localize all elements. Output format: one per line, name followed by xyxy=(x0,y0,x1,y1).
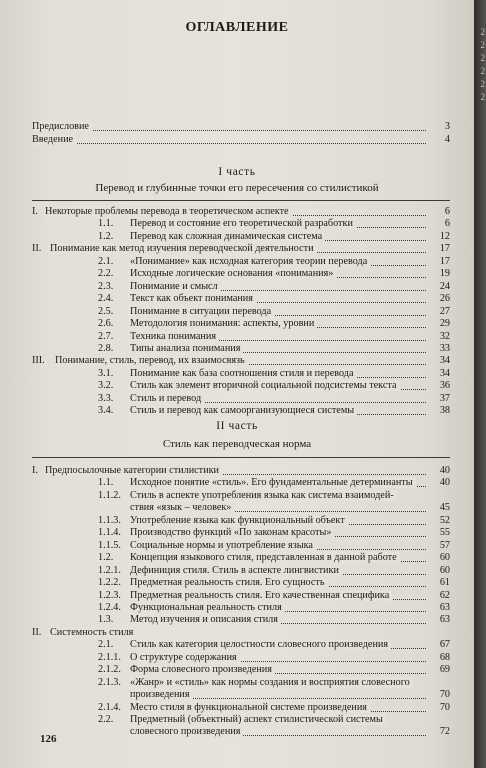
toc-entry-number: 2.1.4. xyxy=(98,701,121,713)
part-title: Перевод и глубинные точки его пересечения со стилистикой xyxy=(95,182,379,194)
toc-entry-label: «Жанр» и «стиль» как нормы создания и восприятия словесного xyxy=(130,677,413,688)
toc-entry-page: 6 xyxy=(444,206,450,217)
toc-entry-label: Стиль и перевод как самоорганизующиеся системы xyxy=(130,405,357,416)
toc-entry-page: 63 xyxy=(439,601,450,613)
toc-entry-page: 57 xyxy=(439,539,450,551)
toc-entry[interactable] xyxy=(32,318,450,330)
toc-entry-label: Производство функций «По законам красоты» xyxy=(130,527,334,538)
part-title: Стиль как переводческая норма xyxy=(162,438,312,450)
toc-entry[interactable] xyxy=(32,702,450,714)
toc-entry-number: 3.3. xyxy=(98,392,114,404)
toc-entry-label: Предметная реальность стиля. Его сущность xyxy=(130,577,328,588)
toc-entry-number: 1.1. xyxy=(98,477,114,489)
toc-entry[interactable] xyxy=(32,206,450,218)
toc-entry[interactable] xyxy=(32,268,450,280)
toc-entry-number: I. xyxy=(32,465,38,476)
toc-entry-number: II. xyxy=(32,243,42,255)
toc-entry[interactable] xyxy=(32,502,450,514)
toc-entry-label: Понимание как метод изучения переводческой деятельности xyxy=(50,243,317,254)
toc-entry-page: 3 xyxy=(444,121,450,132)
toc-entry-page: 40 xyxy=(439,465,450,476)
toc-entry-label: О структуре содержания xyxy=(130,652,240,663)
toc-entry-label: Текст как объект понимания xyxy=(130,293,256,304)
toc-entry-number: 1.1. xyxy=(98,218,114,230)
adjacent-page-edge xyxy=(474,0,486,768)
toc-entry-page: 52 xyxy=(439,514,450,526)
toc-entry-page: 40 xyxy=(439,477,450,489)
toc-entry[interactable] xyxy=(32,627,450,639)
toc-entry[interactable] xyxy=(32,256,450,268)
toc-entry-number: 1.3. xyxy=(98,614,114,626)
toc-entry-label: Предметный (объектный) аспект стилистической системы xyxy=(130,714,386,725)
toc-entry[interactable] xyxy=(32,726,450,738)
edge-digit: 2 xyxy=(480,27,485,37)
toc-entry-label: Перевод как сложная динамическая система xyxy=(130,231,325,242)
toc-entry-page: 69 xyxy=(439,664,450,676)
toc-entry-label: Техника понимания xyxy=(130,331,219,342)
toc-entry-label: Форма словесного произведения xyxy=(130,664,275,675)
toc-entry[interactable] xyxy=(32,306,450,318)
toc-entry[interactable] xyxy=(32,602,450,614)
toc-entry-number: 3.4. xyxy=(98,405,114,417)
toc-entry[interactable] xyxy=(32,677,450,689)
toc-entry-label: Некоторые проблемы перевода в теоретическом аспекте xyxy=(45,206,292,217)
toc-entry-page: 45 xyxy=(439,502,450,514)
toc-entry-label: Исходные логические основания «понимания» xyxy=(130,268,336,279)
toc-entry-page: 4 xyxy=(444,134,450,145)
toc-entry-page: 34 xyxy=(439,355,450,367)
toc-entry-label: Метод изучения и описания стиля xyxy=(130,614,281,625)
toc-entry[interactable] xyxy=(32,231,450,243)
toc-entry-number: 1.1.2. xyxy=(98,489,121,501)
toc-entry-number: 1.1.3. xyxy=(98,514,121,526)
toc-entry[interactable] xyxy=(32,714,450,726)
toc-entry-number: 1.2.1. xyxy=(98,564,121,576)
toc-entry[interactable] xyxy=(32,465,450,477)
toc-entry[interactable] xyxy=(32,355,450,367)
edge-digit: 2 xyxy=(480,92,485,102)
edge-digit: 2 xyxy=(480,40,485,50)
toc-entry-label: Исходное понятие «стиль». Его фундаментальные детерминанты xyxy=(130,477,416,488)
toc-entry-label: словесного произведения xyxy=(130,726,243,737)
toc-entry[interactable] xyxy=(32,243,450,255)
toc-entry[interactable] xyxy=(32,540,450,552)
toc-entry-number: 2.1.1. xyxy=(98,651,121,663)
toc-entry[interactable] xyxy=(32,614,450,626)
toc-entry-label: «Понимание» как исходная категория теории перевода xyxy=(130,256,370,267)
toc-entry-label: Стиль и перевод xyxy=(130,393,204,404)
toc-entry-page: 70 xyxy=(439,701,450,713)
toc-entry[interactable] xyxy=(32,565,450,577)
toc-entry[interactable] xyxy=(32,281,450,293)
toc-entry-label: Стиль в аспекте употребления языка как система взаимодей- xyxy=(130,490,397,501)
toc-entry-number: 2.1. xyxy=(98,639,114,651)
toc-entry-number: 2.5. xyxy=(98,305,114,317)
toc-entry[interactable] xyxy=(32,527,450,539)
toc-entry[interactable] xyxy=(32,121,450,133)
toc-entry[interactable] xyxy=(32,590,450,602)
toc-entry-page: 68 xyxy=(439,651,450,663)
toc-entry-number: 1.2.4. xyxy=(98,601,121,613)
toc-entry-page: 37 xyxy=(439,392,450,404)
toc-entry-page: 36 xyxy=(439,380,450,392)
toc-entry-page: 60 xyxy=(439,552,450,564)
toc-entry[interactable] xyxy=(32,343,450,355)
toc-entry-page: 38 xyxy=(439,405,450,417)
toc-entry-number: 2.6. xyxy=(98,318,114,330)
toc-entry-number: 2.8. xyxy=(98,342,114,354)
edge-digit: 2 xyxy=(480,53,485,63)
toc-entry-label: Введение xyxy=(32,134,76,145)
part-number: I часть xyxy=(218,166,256,178)
toc-entry[interactable] xyxy=(32,577,450,589)
toc-entry-number: 1.1.4. xyxy=(98,527,121,539)
toc-entry-label: Предпосылочные категории стилистики xyxy=(45,465,222,476)
adjacent-page-digits xyxy=(481,26,486,104)
toc-entry-label: Предисловие xyxy=(32,121,92,132)
toc-entry[interactable] xyxy=(32,393,450,405)
toc-entry-number: 3.2. xyxy=(98,380,114,392)
toc-entry-number: 2.4. xyxy=(98,293,114,305)
toc-entry[interactable] xyxy=(32,652,450,664)
toc-entry-page: 29 xyxy=(439,318,450,330)
toc-entry-label: Стиль как элемент вторичной социальной подсистемы текста xyxy=(130,380,400,391)
toc-entry[interactable] xyxy=(32,331,450,343)
toc-entry-label: Системность стиля xyxy=(50,627,136,638)
edge-digit: 2 xyxy=(480,79,485,89)
toc-entry-page: 19 xyxy=(439,268,450,280)
toc-entry-label: Предметная реальность стиля. Его качественная специфика xyxy=(130,590,392,601)
toc-entry-label: Перевод и состояние его теоретической разработки xyxy=(130,218,356,229)
toc-entry-label: Типы анализа понимания xyxy=(130,343,243,354)
toc-entry-label: Понимание как база соотношения стиля и перевода xyxy=(130,368,357,379)
toc-entry-page: 72 xyxy=(439,726,450,738)
toc-entry-label: Дефиниция стиля. Стиль в аспекте лингвистики xyxy=(130,565,342,576)
toc-entry-page: 55 xyxy=(439,527,450,539)
toc-entry-page: 32 xyxy=(439,330,450,342)
page-title: ОГЛАВЛЕНИЕ xyxy=(185,20,289,35)
toc-entry[interactable] xyxy=(32,134,450,146)
toc-entry[interactable] xyxy=(32,293,450,305)
toc-entry-number: 3.1. xyxy=(98,367,114,379)
toc-entry-label: Концепция языкового стиля, представленная в данной работе xyxy=(130,552,400,563)
toc-entry-number: 2.3. xyxy=(98,280,114,292)
toc-entry-number: 2.1. xyxy=(98,255,114,267)
toc-entry-number: 2.2. xyxy=(98,714,114,725)
toc-entry-page: 12 xyxy=(439,230,450,242)
toc-entry-page: 27 xyxy=(439,305,450,317)
toc-entry-label: Социальные нормы и употребление языка xyxy=(130,540,316,551)
toc-entry[interactable] xyxy=(32,477,450,489)
toc-entry-number: 2.1.3. xyxy=(98,676,121,688)
toc-entry-page: 6 xyxy=(444,218,450,230)
toc-entry[interactable] xyxy=(32,639,450,651)
toc-entry[interactable] xyxy=(32,664,450,676)
divider xyxy=(32,457,450,458)
toc-entry[interactable] xyxy=(32,515,450,527)
toc-entry-number: I. xyxy=(32,206,38,217)
toc-entry[interactable] xyxy=(32,368,450,380)
toc-entry-page: 70 xyxy=(439,689,450,701)
toc-entry-page: 34 xyxy=(439,367,450,379)
toc-entry-page: 67 xyxy=(439,639,450,651)
toc-entry-page: 33 xyxy=(439,342,450,354)
toc-entry[interactable] xyxy=(32,689,450,701)
toc-entry[interactable] xyxy=(32,218,450,230)
toc-entry[interactable] xyxy=(32,380,450,392)
toc-entry[interactable] xyxy=(32,405,450,417)
toc-entry-page: 26 xyxy=(439,293,450,305)
toc-entry-page: 17 xyxy=(439,255,450,267)
toc-entry-number: 2.1.2. xyxy=(98,664,121,676)
page-number: 126 xyxy=(40,733,57,745)
toc-entry-page: 62 xyxy=(439,589,450,601)
toc-entry-page: 17 xyxy=(439,243,450,255)
toc-entry-page: 24 xyxy=(439,280,450,292)
toc-entry-number: 2.7. xyxy=(98,330,114,342)
toc-entry-label: Понимание в ситуации перевода xyxy=(130,306,274,317)
toc-entry-label: Понимание и смысл xyxy=(130,281,221,292)
toc-entry-number: III. xyxy=(32,355,45,367)
toc-entry-number: 1.2. xyxy=(98,230,114,242)
toc-entry-label: произведения xyxy=(130,689,193,700)
toc-entry[interactable] xyxy=(32,490,450,502)
toc-entry-label: Понимание, стиль, перевод, их взаимосвязь xyxy=(55,355,248,366)
toc-entry-page: 60 xyxy=(439,564,450,576)
toc-entry-number: 1.2.3. xyxy=(98,589,121,601)
toc-entry-label: Методология понимания: аспекты, уровни xyxy=(130,318,317,329)
toc-entry-page: 61 xyxy=(439,577,450,589)
toc-entry-number: 1.1.5. xyxy=(98,539,121,551)
part-number: II часть xyxy=(216,420,258,432)
toc-entry-label: Функциональная реальность стиля xyxy=(130,602,285,613)
toc-entry-number: 2.2. xyxy=(98,268,114,280)
divider xyxy=(32,200,450,201)
dot-leader xyxy=(32,143,426,144)
toc-entry-label: Употребление языка как функциональный объект xyxy=(130,515,348,526)
toc-entry-page: 63 xyxy=(439,614,450,626)
toc-entry-number: 1.2. xyxy=(98,552,114,564)
toc-entry-number: II. xyxy=(32,626,42,638)
toc-entry-label: ствия «язык – человек» xyxy=(130,502,234,513)
toc-entry[interactable] xyxy=(32,552,450,564)
toc-entry-label: Место стиля в функциональной системе произведения xyxy=(130,702,370,713)
toc-entry-number: 1.2.2. xyxy=(98,577,121,589)
toc-entry-label: Стиль как категория целостности словесного произведения xyxy=(130,639,391,650)
edge-digit: 2 xyxy=(480,66,485,76)
